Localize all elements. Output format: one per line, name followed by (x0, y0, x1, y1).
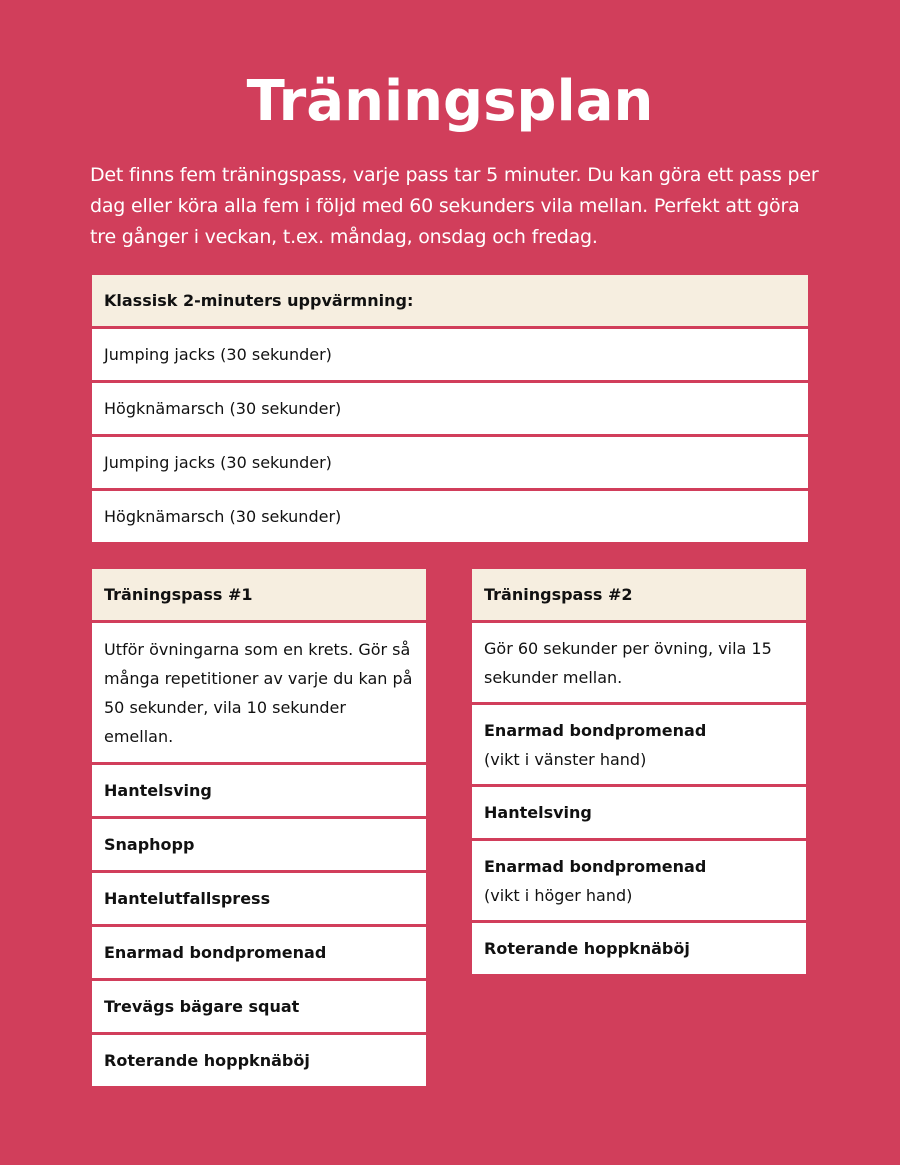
pass2-exercise (472, 787, 806, 841)
warmup-table (92, 275, 808, 545)
pass2-table (472, 569, 806, 977)
pass2-exercise-note: (vikt i vänster hand) (484, 749, 647, 769)
pass2-exercise-name: Enarmad bondpromenad (484, 856, 707, 876)
warmup-row: Jumping jacks (30 sekunder) (92, 329, 808, 383)
pass1-exercise: Hantelutfallspress (92, 873, 426, 927)
pass2-exercise-name: Roterande hoppknäböj (484, 939, 690, 958)
intro-text: Det finns fem träningspass, varje pass tar 5 minuter. Du kan göra ett pass per dag eller köra alla fem i följd med 60 sekunders vila mellan. Perfekt att göra tre gånger i veckan, t.ex. måndag, onsdag och fredag. (90, 164, 819, 248)
pass1-exercise: Snaphopp (92, 819, 426, 873)
pass1-table (92, 569, 426, 1089)
pass2-header: Träningspass #2 (472, 569, 806, 623)
pass1-exercise: Trevägs bägare squat (92, 981, 426, 1035)
warmup-row: Jumping jacks (30 sekunder) (92, 437, 808, 491)
pass2-description: Gör 60 sekunder per övning, vila 15 sekunder mellan. (472, 623, 806, 705)
pass2-exercise (472, 841, 806, 923)
pass2-exercise (472, 923, 806, 977)
warmup-header: Klassisk 2-minuters uppvärmning: (92, 275, 808, 329)
pass2-exercise-note: (vikt i höger hand) (484, 885, 633, 905)
pass2-exercise-name: Hantelsving (484, 803, 592, 822)
pass1-exercise: Roterande hoppknäböj (92, 1035, 426, 1089)
warmup-row: Högknämarsch (30 sekunder) (92, 491, 808, 545)
pass1-exercise: Enarmad bondpromenad (92, 927, 426, 981)
pass1-header: Träningspass #1 (92, 569, 426, 623)
page-title: Träningsplan (246, 69, 654, 134)
pass2-exercise (472, 705, 806, 787)
pass1-description: Utför övningarna som en krets. Gör så många repetitioner av varje du kan på 50 sekunder, vila 10 sekunder emellan. (92, 623, 426, 765)
pass1-exercise: Hantelsving (92, 765, 426, 819)
warmup-row: Högknämarsch (30 sekunder) (92, 383, 808, 437)
pass2-exercise-name: Enarmad bondpromenad (484, 720, 707, 740)
